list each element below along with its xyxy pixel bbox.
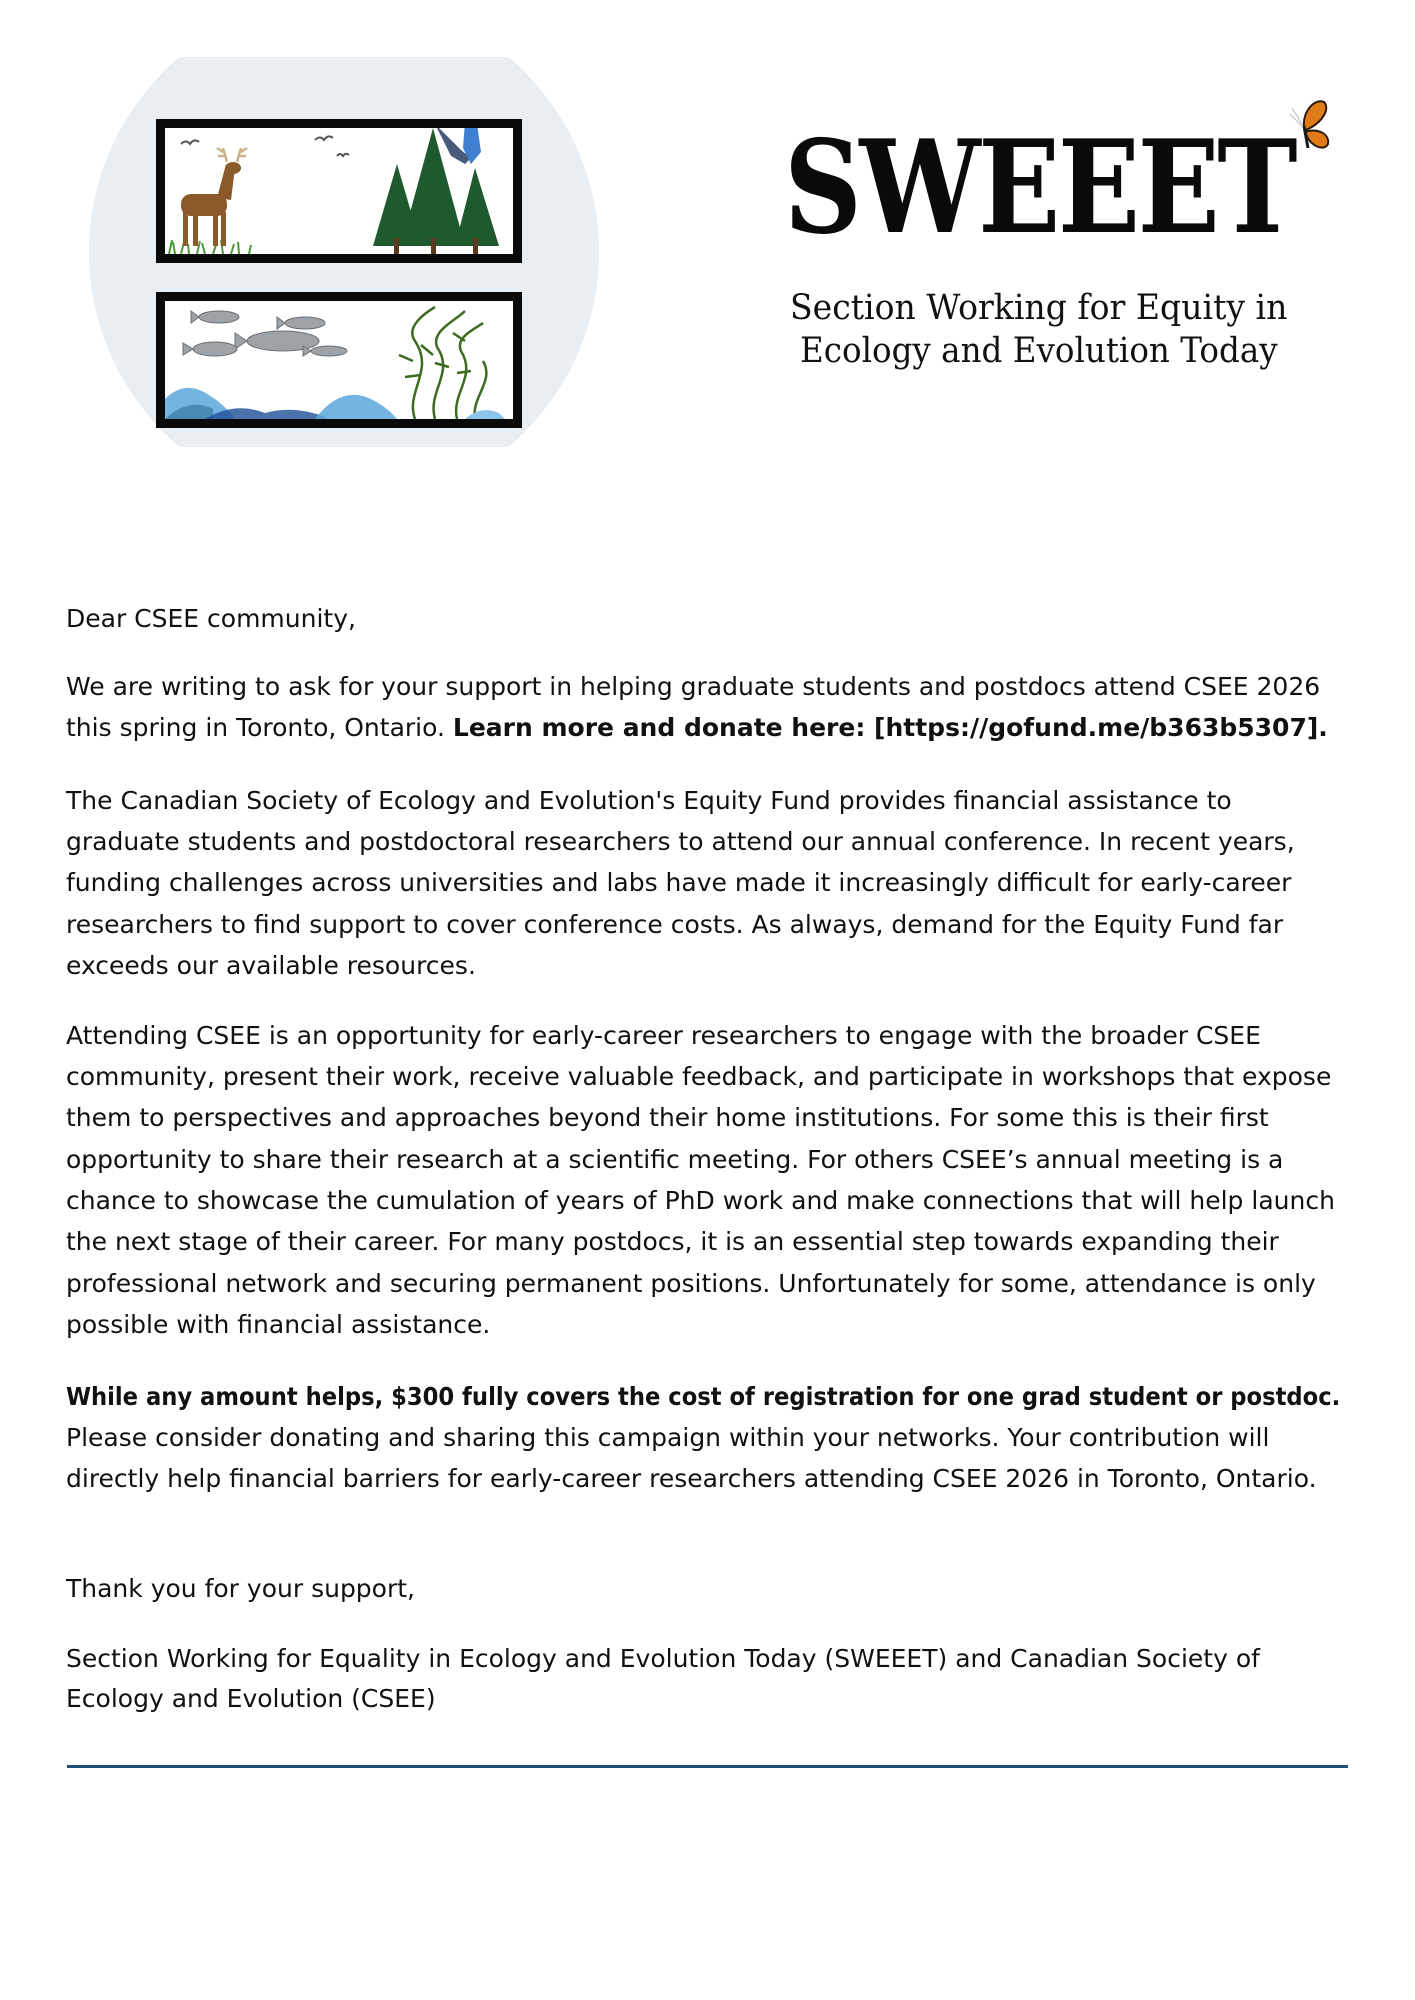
brand-subtitle-line2: Ecology and Evolution Today bbox=[800, 331, 1278, 371]
paragraph-line: graduate students and postdoctoral researchers to attend our annual conference. In recent years, bbox=[66, 827, 1295, 856]
paragraph-line: The Canadian Society of Ecology and Evolution's Equity Fund provides financial assistance to bbox=[66, 786, 1232, 815]
paragraph-line: professional network and securing permanent positions. Unfortunately for some, attendance is only bbox=[66, 1269, 1316, 1298]
brand-subtitle-line1: Section Working for Equity in bbox=[790, 288, 1288, 328]
intro-line: We are writing to ask for your support in helping graduate students and postdocs attend CSEE 2026 bbox=[66, 672, 1321, 701]
paragraph-line: researchers to find support to cover conference costs. As always, demand for the Equity Fund far bbox=[66, 910, 1284, 939]
sweeet-logo bbox=[89, 57, 599, 447]
salutation: Dear CSEE community, bbox=[66, 604, 356, 633]
logo-land-panel bbox=[156, 119, 522, 263]
paragraph-line: opportunity to share their research at a scientific meeting. For others CSEE’s annual meeting is a bbox=[66, 1145, 1284, 1174]
butterfly-icon bbox=[1288, 98, 1334, 156]
donate-call-to-action: Learn more and donate here: bbox=[452, 713, 875, 742]
paragraph-line: Attending CSEE is an opportunity for early-career researchers to engage with the broader CSEE bbox=[66, 1021, 1261, 1050]
bird-icon bbox=[181, 136, 349, 156]
land-scene bbox=[165, 128, 513, 254]
logo-water-panel bbox=[156, 292, 522, 428]
seaweed-icon bbox=[399, 307, 486, 419]
intro-text: this spring in Toronto, Ontario. bbox=[66, 713, 453, 742]
paragraph-line: community, present their work, receive valuable feedback, and participate in workshops that expose bbox=[66, 1062, 1332, 1091]
paragraph-line: Please consider donating and sharing this campaign within your networks. Your contribution will bbox=[66, 1423, 1270, 1452]
wave-icon bbox=[165, 388, 505, 419]
signature-line: Ecology and Evolution (CSEE) bbox=[66, 1684, 436, 1713]
intro-line bbox=[66, 713, 1328, 743]
paragraph-line: exceeds our available resources. bbox=[66, 951, 476, 980]
footer-divider bbox=[67, 1765, 1348, 1768]
signature-line: Section Working for Equality in Ecology and Evolution Today (SWEEET) and Canadian Society of bbox=[66, 1644, 1260, 1673]
brand-title: SWEEET bbox=[784, 113, 1296, 263]
closing: Thank you for your support, bbox=[66, 1574, 415, 1603]
donation-link[interactable]: [https://gofund.me/b363b5307]. bbox=[874, 713, 1328, 742]
donation-highlight-text: While any amount helps, $300 fully covers the cost of registration for one grad student or postdoc. bbox=[66, 1382, 1341, 1411]
grass-icon bbox=[169, 238, 251, 254]
paragraph-line: possible with financial assistance. bbox=[66, 1310, 491, 1339]
blue-jay-icon bbox=[435, 128, 481, 164]
water-scene bbox=[165, 301, 513, 419]
donation-highlight bbox=[66, 1382, 1340, 1412]
fish-icon bbox=[183, 311, 347, 356]
paragraph-line: funding challenges across universities and labs have made it increasingly difficult for early-career bbox=[66, 868, 1292, 897]
paragraph-line: the next stage of their career. For many postdocs, it is an essential step towards expanding their bbox=[66, 1227, 1279, 1256]
paragraph-line: chance to showcase the cumulation of years of PhD work and make connections that will help launch bbox=[66, 1186, 1335, 1215]
deer-icon bbox=[181, 148, 247, 246]
paragraph-line: them to perspectives and approaches beyond their home institutions. For some this is their first bbox=[66, 1103, 1269, 1132]
paragraph-line: directly help financial barriers for early-career researchers attending CSEE 2026 in Toronto, Ontario. bbox=[66, 1464, 1317, 1493]
